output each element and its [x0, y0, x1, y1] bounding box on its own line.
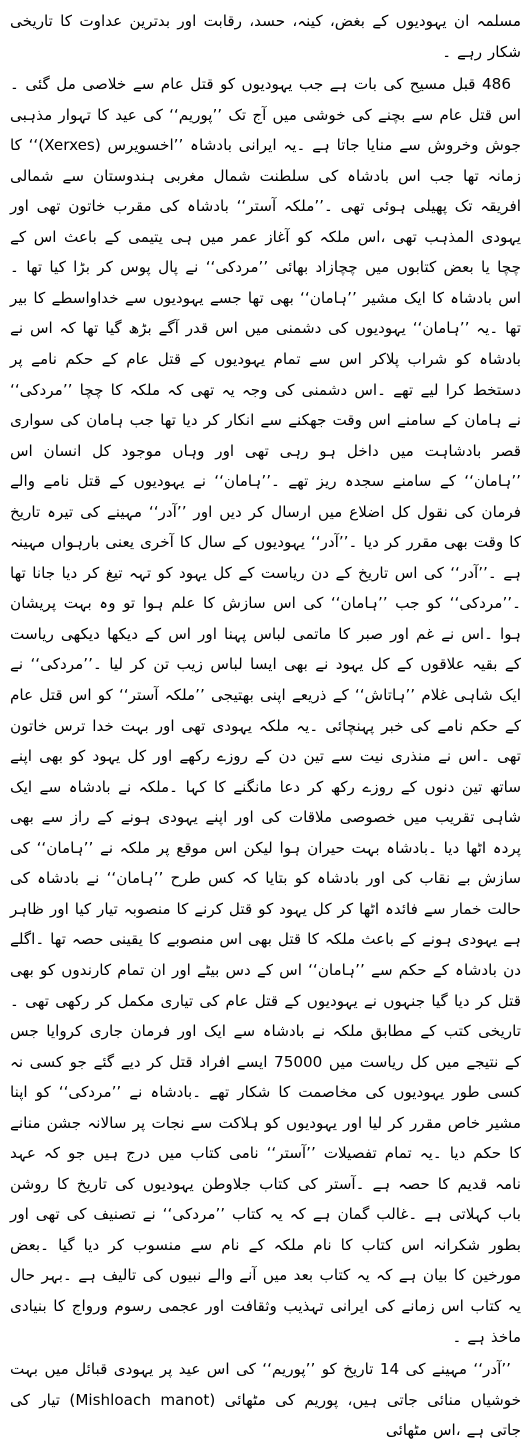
article-paragraph-1: مسلمہ ان یہودیوں کے بغض، کینہ، حسد، رقابت اور بدترین عداوت کا تاریخی شکار رہے ۔ [10, 12, 521, 61]
article-paragraph-3: ’’آدر‘‘ مہینے کی 14 تاریخ کو ’’پوریم‘‘ کی اس عید پر یہودی قبائل میں بہت خوشیاں منائی جاتی ہیں، پوریم کی مٹھائی (Mishloach manot) تیار کی جاتی ہے ،اس مٹھائی [10, 1360, 522, 1440]
article-body [10, 6, 521, 1446]
article-paragraph-2: 486 قبل مسیح کی بات ہے جب یہودیوں کو قتل عام سے خلاصی مل گئی ۔اس قتل عام سے بچنے کی خوشی میں آج تک ’’پوریم‘‘ کی عید کا تہوار مذہبی جوش وخروش سے منایا جاتا ہے ۔یہ ایرانی بادشاہ ’’اخسویرس (Xerxes)‘‘ کا زمانہ تھا جب اس بادشاہ کی سلطنت شمال مغربی ہندوستان سے شمالی افریقہ تک پھیلی ہوئی تھی ۔’’ملکہ آستر‘‘ بادشاہ کی مقرب خاتون تھی اور یہودی المذہب تھی ،اس ملکہ کو آغاز عمر میں ہی یتیمی کے باعث اس کے چچا یا بعض کتابوں میں چچازاد بھائی ’’مردکی‘‘ نے پال پوس کر بڑا کیا تھا ۔اس بادشاہ کا ایک مشیر ’’ہامان‘‘ بھی تھا جسے یہودیوں سے خداواسطے کا بیر تھا ۔یہ ’’ہامان‘‘ یہودیوں کی دشمنی میں اس قدر آگے بڑھ گیا تھا کہ اس نے بادشاہ کو شراب پلاکر اس سے تمام یہودیوں کے قتل عام کے حکم نامے پر دستخط کرا لیے تھے ۔اس دشمنی کی وجہ یہ تھی کہ ملکہ کا چچا ’’مردکی‘‘ نے ہامان کے سامنے اس وقت جھکنے سے انکار کر دیا تھا جب ہامان کی سواری قصر بادشاہت میں داخل ہو رہی تھی اور وہاں موجود کل انسان اس ’’ہامان‘‘ کے سامنے سجدہ ریز تھے ۔’’ہامان‘‘ نے یہودیوں کے قتل نامے والے فرمان کی نقول کل اضلاع میں ارسال کر دیں اور ’’آدر‘‘ مہینے کی تیرہ تاریخ کا وقت بھی مقرر کر دیا ۔’’آدر‘‘ یہودیوں کے سال کا آخری یعنی بارہواں مہینہ ہے ۔’’آدر‘‘ کی اس تاریخ کے دن ریاست کے کل یہود کو تہہ تیغ کر دیا جانا تھا ۔’’مردکی‘‘ کو جب ’’ہامان‘‘ کی اس سازش کا علم ہوا تو وہ بہت پریشان ہوا ۔اس نے غم اور صبر کا ماتمی لباس پہنا اور اس کے دیکھا دیکھی ریاست کے بقیہ علاقوں کے کل یہود نے بھی ایسا لباس زیب تن کر لیا ۔’’مردکی‘‘ نے ایک شاہی غلام ’’ہاتاش‘‘ کے ذریعے اپنی بھتیجی ’’ملکہ آستر‘‘ کو اس قتل عام کے حکم نامے کی خبر پہنچائی ۔یہ ملکہ یہودی تھی اور بہت خدا ترس خاتون تھی ۔اس نے منذری نیت سے تین دن کے روزے رکھے اور کل یہود کو بھی اپنے ساتھ تین دنوں کے روزے رکھ کر دعا مانگنے کا کہا ۔ملکہ نے بادشاہ سے ایک شاہی تقریب میں خصوصی ملاقات کی اور اپنے یہودی ہونے کے راز سے بھی پردہ اٹھا دیا ۔بادشاہ بہت حیران ہوا لیکن اس موقع پر ملکہ نے ’’ہامان‘‘ کی سازش بے نقاب کی اور بادشاہ کو بتایا کہ کس طرح ’’ہامان‘‘ نے بادشاہ کی حالت خمار سے فائدہ اٹھا کر کل یہود کو قتل کرنے کا منصوبہ تیار کیا اور ظاہر ہے یہودی ہونے کے باعث ملکہ کا قتل بھی اس منصوبے کا یقینی حصہ تھا ۔اگلے دن بادشاہ کے حکم سے ’’ہامان‘‘ اس کے دس بیٹے اور ان تمام کارندوں کو بھی قتل کر دیا گیا جنہوں نے یہودیوں کے قتل عام کی تیاری مکمل کر رکھی تھی ۔تاریخی کتب کے مطابق ملکہ نے بادشاہ سے ایک اور فرمان جاری کروایا جس کے نتیجے میں کل ریاست میں 75000 ایسے افراد قتل کر دیے گئے جو کسی نہ کسی طور یہودیوں کی مخاصمت کا شکار تھے ۔بادشاہ نے ’’مردکی‘‘ کو اپنا مشیر خاص مقرر کر لیا اور یہودیوں کو ہلاکت سے نجات پر سالانہ جشن منانے کا حکم دیا ۔یہ تمام تفصیلات ’’آستر‘‘ نامی کتاب میں درج ہیں جو کہ عہد نامہ قدیم کا حصہ ہے ۔آستر کی کتاب جلاوطن یہودیوں کی تاریخ کا روشن باب کہلاتی ہے ۔غالب گمان ہے کہ یہ کتاب ’’مردکی‘‘ نے تصنیف کی تھی اور بطور شکرانہ اس کتاب کا نام ملکہ کے نام سے منسوب کر دیا گیا ۔بعض مورخین کا بیان ہے کہ یہ کتاب بعد میں آنے والے نبیوں کی تالیف ہے ۔بہر حال یہ کتاب اس زمانے کی ایرانی تہذیب وثقافت اور عجمی رسوم ورواج کا بنیادی ماخذ ہے ۔ [10, 75, 521, 1346]
